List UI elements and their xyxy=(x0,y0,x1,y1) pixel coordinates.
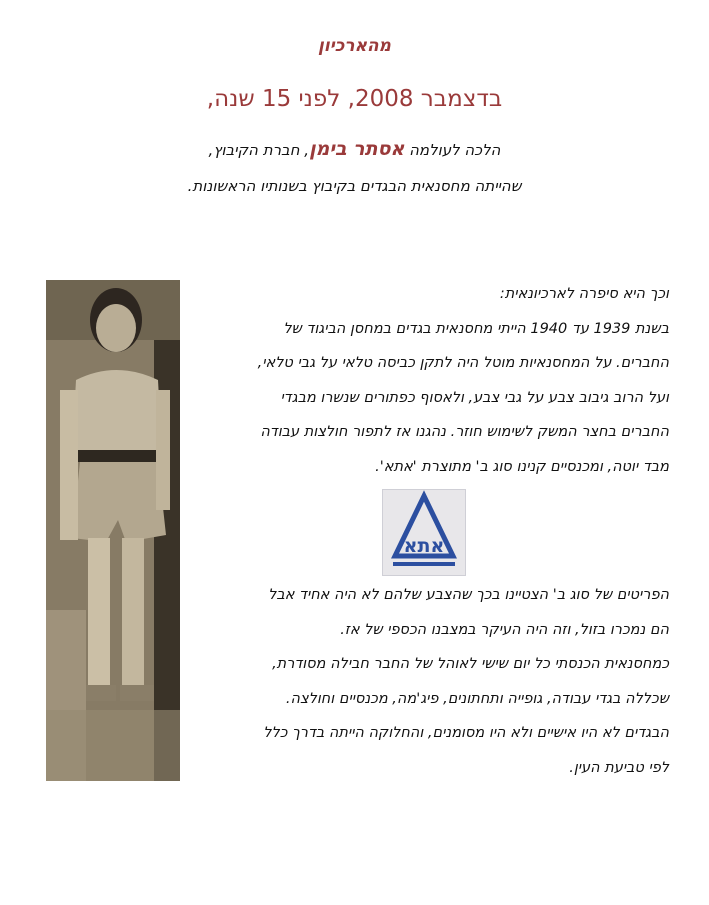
paragraph-line: ועל הרוב גיבוב צבע על גבי צבע, ולאסוף כפתורים שנשרו מבגדי xyxy=(280,389,669,406)
page-title: בדצמבר 2008, לפני 15 שנה, xyxy=(206,86,503,112)
paragraph-line: וכך היא סיפרה לארכיונאית: xyxy=(499,286,669,302)
paragraph-line: כמחסנאית הכנסתי כל יום שישי לאוהל של החבר חבילה מסודרת, xyxy=(272,656,669,672)
intro-prefix: הלכה לעולמה xyxy=(409,141,501,159)
paragraph-2 xyxy=(199,578,669,785)
archive-label: מהארכיון xyxy=(318,36,391,56)
paragraph-line: החברים בחצר המשק לשימוש חוזר. נהגנו אז לתפור חולצות עבודה xyxy=(260,424,669,440)
paragraph-line: הבגדים לא היו אישיים ולא היו מסומנים, והחלוקה הייתה בדרך כלל xyxy=(263,725,669,741)
paragraph-line: שכללה בגדי עבודה, גופייה ותחתונים, פיג'מה, מכנסיים וחולצה. xyxy=(285,690,669,707)
paragraph-line: החברים. על המחסנאיות מוטל היה לתקן כביסה טלאי על גבי טלאי, xyxy=(257,355,669,371)
paragraph-line: מבד יוטה, ומכנסיים קנינו סוג ב' מתוצרת 'אתא'. xyxy=(375,458,669,475)
paragraph-line: הם נמכרו בזול, וזה היה העיקר במצבנו הכספי של אז. xyxy=(340,621,669,638)
atta-logo xyxy=(382,489,466,576)
portrait-photo xyxy=(46,280,180,781)
paragraph-line: לפי טביעת העין. xyxy=(569,759,669,776)
person-name: אסתר בימן xyxy=(309,138,405,160)
intro-suffix: , חברת הקיבוץ, xyxy=(208,141,310,159)
intro-line-1 xyxy=(0,138,709,160)
intro-line-2: שהייתה מחסנאית הבגדים בקיבוץ בשנותיו הראשונות. xyxy=(187,177,522,195)
paragraph-line: בשנת 1939 עד 1940 הייתי מחסנאית בגדים במחסן הביגוד של xyxy=(283,320,669,337)
logo-text: אתא xyxy=(403,535,445,557)
paragraph-1 xyxy=(199,277,669,484)
paragraph-line: הפריטים של סוג ב' הצטיינו בכך שהצבע שלהם לא היה אחיד אבל xyxy=(268,587,669,603)
